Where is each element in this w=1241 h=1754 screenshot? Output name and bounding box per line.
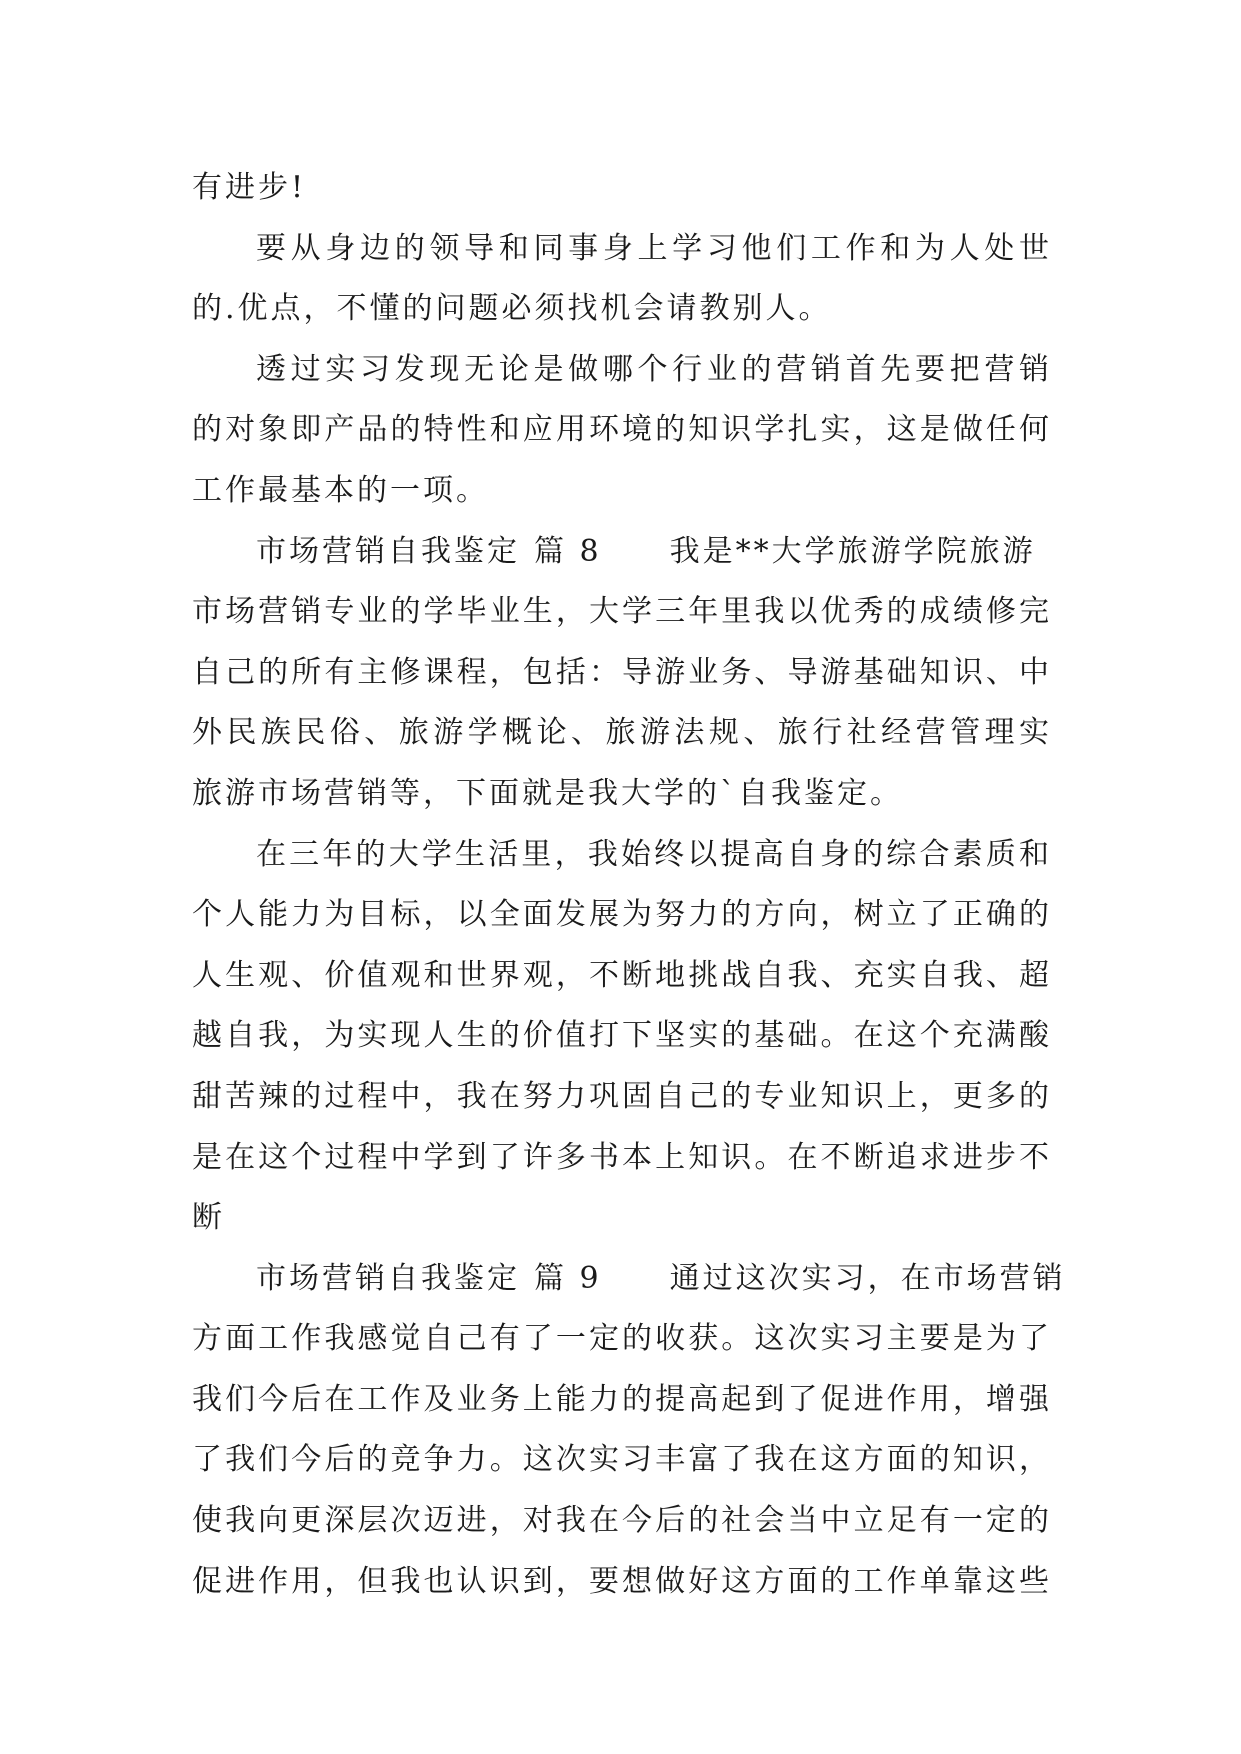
text-line: 方面工作我感觉自己有了一定的收获。这次实习主要是为了 bbox=[192, 1321, 1052, 1357]
text-line: 断 bbox=[192, 1200, 225, 1236]
text-line: 个人能力为目标，以全面发展为努力的方向，树立了正确的 bbox=[192, 897, 1052, 933]
text-line: 外民族民俗、旅游学概论、旅游法规、旅行社经营管理实 bbox=[192, 715, 1052, 751]
text-line: 的.优点，不懂的问题必须找机会请教别人。 bbox=[192, 291, 832, 327]
text-line: 透过实习发现无论是做哪个行业的营销首先要把营销 bbox=[256, 351, 1052, 387]
text-line: 的对象即产品的特性和应用环境的知识学扎实，这是做任何 bbox=[192, 412, 1052, 448]
text-line: 我是**大学旅游学院旅游 bbox=[669, 533, 1036, 569]
section-number: 篇 8 bbox=[534, 533, 602, 569]
section-heading: 市场营销自我鉴定 bbox=[256, 1260, 520, 1296]
text-line: 自己的所有主修课程，包括：导游业务、导游基础知识、中 bbox=[192, 654, 1052, 690]
text-line: 要从身边的领导和同事身上学习他们工作和为人处世 bbox=[256, 230, 1052, 266]
text-line: 甜苦辣的过程中，我在努力巩固自己的专业知识上，更多的 bbox=[192, 1078, 1052, 1114]
text-line: 使我向更深层次迈进，对我在今后的社会当中立足有一定的 bbox=[192, 1503, 1052, 1539]
text-line: 市场营销专业的学毕业生，大学三年里我以优秀的成绩修完 bbox=[192, 594, 1052, 630]
text-line: 有进步! bbox=[192, 170, 307, 205]
text-line: 我们今后在工作及业务上能力的提高起到了促进作用，增强 bbox=[192, 1381, 1052, 1417]
section-heading: 市场营销自我鉴定 bbox=[256, 533, 520, 569]
text-line: 旅游市场营销等，下面就是我大学的`自我鉴定。 bbox=[192, 775, 903, 811]
document-body bbox=[192, 158, 1066, 1612]
text-line: 促进作用，但我也认识到，要想做好这方面的工作单靠这些 bbox=[192, 1563, 1052, 1599]
text-line: 工作最基本的一项。 bbox=[192, 472, 489, 508]
text-line: 了我们今后的竞争力。这次实习丰富了我在这方面的知识， bbox=[192, 1442, 1052, 1478]
section-heading-line bbox=[192, 522, 1052, 583]
text-line: 通过这次实习，在市场营销 bbox=[669, 1260, 1066, 1296]
section-heading-line bbox=[192, 1249, 1066, 1310]
section-number: 篇 9 bbox=[534, 1260, 602, 1296]
text-line: 越自我，为实现人生的价值打下坚实的基础。在这个充满酸 bbox=[192, 1018, 1052, 1054]
text-line: 人生观、价值观和世界观，不断地挑战自我、充实自我、超 bbox=[192, 957, 1052, 993]
text-line: 在三年的大学生活里，我始终以提高自身的综合素质和 bbox=[256, 836, 1052, 872]
text-line: 是在这个过程中学到了许多书本上知识。在不断追求进步不 bbox=[192, 1139, 1052, 1175]
